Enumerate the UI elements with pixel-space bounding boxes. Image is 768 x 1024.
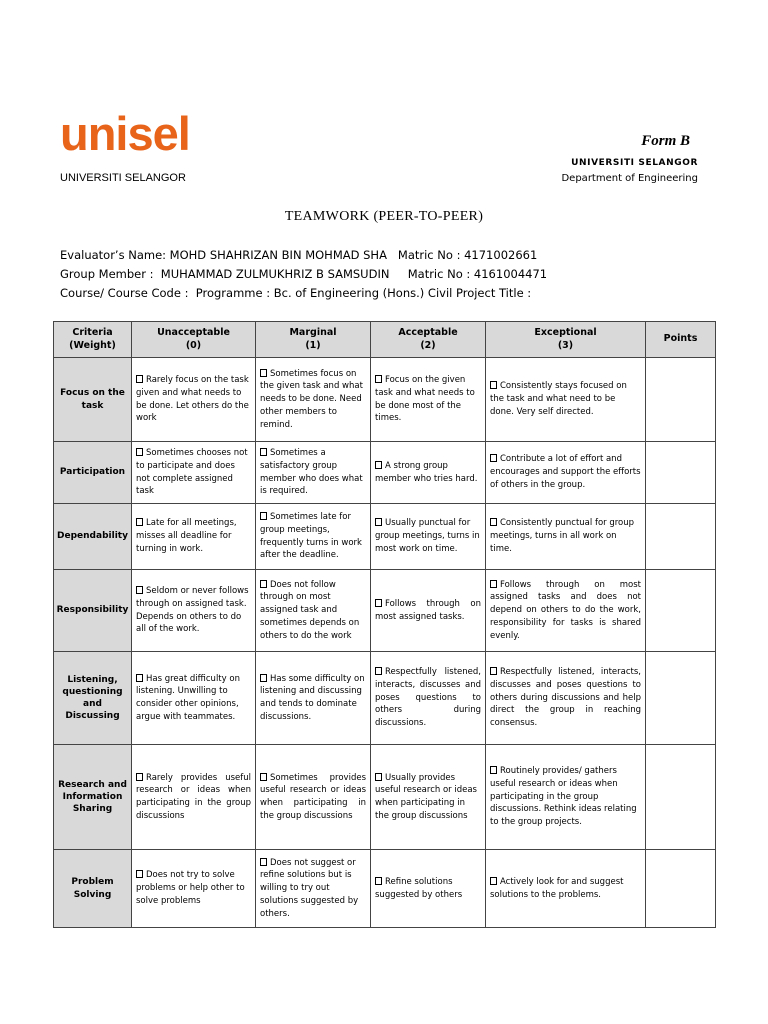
checkbox-icon[interactable]: [260, 858, 267, 866]
header-exceptional: Exceptional (3): [486, 322, 646, 358]
criteria-focus: Focus on the task: [54, 358, 132, 442]
cell-exceptional: Respectfully listened, interacts, discusses and poses questions to others during discussions and help direct the group in reaching consensus.: [486, 652, 646, 745]
table-header-row: [54, 322, 716, 358]
criteria-problem-solving: Problem Solving: [54, 850, 132, 928]
table-row: [54, 504, 716, 570]
table-row: [54, 652, 716, 745]
cell-unacceptable: Does not try to solve problems or help other to solve problems: [132, 850, 256, 928]
checkbox-icon[interactable]: [490, 454, 497, 462]
cell-marginal: Sometimes late for group meetings, frequently turns in work after the deadline.: [256, 504, 371, 570]
cell-exceptional: Actively look for and suggest solutions to the problems.: [486, 850, 646, 928]
cell-marginal: Sometimes focus on the given task and what needs to be done. Need other members to remind.: [256, 358, 371, 442]
checkbox-icon[interactable]: [490, 766, 497, 774]
checkbox-icon[interactable]: [490, 518, 497, 526]
points-cell[interactable]: [646, 745, 716, 850]
cell-exceptional: Consistently punctual for group meetings, turns in all work on time.: [486, 504, 646, 570]
criteria-listening: Listening, questioning and Discussing: [54, 652, 132, 745]
cell-marginal: Does not suggest or refine solutions but is willing to try out solutions suggested by others.: [256, 850, 371, 928]
table-row: [54, 745, 716, 850]
checkbox-icon[interactable]: [375, 375, 382, 383]
cell-marginal: Sometimes provides useful research or ideas when participating in the group discussions: [256, 745, 371, 850]
checkbox-icon[interactable]: [490, 667, 497, 675]
checkbox-icon[interactable]: [260, 369, 267, 377]
header-points: Points: [646, 322, 716, 358]
criteria-dependability: Dependability: [54, 504, 132, 570]
checkbox-icon[interactable]: [260, 674, 267, 682]
criteria-responsibility: Responsibility: [54, 570, 132, 652]
checkbox-icon[interactable]: [375, 461, 382, 469]
cell-marginal: Has some difficulty on listening and discussing and tends to dominate discussions.: [256, 652, 371, 745]
points-cell[interactable]: [646, 504, 716, 570]
table-row: [54, 850, 716, 928]
checkbox-icon[interactable]: [136, 674, 143, 682]
cell-acceptable: Usually punctual for group meetings, turns in most work on time.: [371, 504, 486, 570]
evaluator-line: Evaluator’s Name: MOHD SHAHRIZAN BIN MOHMAD SHA Matric No : 4171002661: [60, 248, 538, 262]
checkbox-icon[interactable]: [375, 773, 382, 781]
table-row: [54, 358, 716, 442]
checkbox-icon[interactable]: [260, 512, 267, 520]
cell-unacceptable: Sometimes chooses not to participate and does not complete assigned task: [132, 442, 256, 504]
header-criteria: Criteria (Weight): [54, 322, 132, 358]
checkbox-icon[interactable]: [260, 580, 267, 588]
points-cell[interactable]: [646, 570, 716, 652]
cell-unacceptable: Seldom or never follows through on assigned task. Depends on others to do all of the work.: [132, 570, 256, 652]
cell-marginal: Does not follow through on most assigned task and sometimes depends on others to do the work: [256, 570, 371, 652]
cell-acceptable: Follows through on most assigned tasks.: [371, 570, 486, 652]
unisel-logo: unisel: [60, 107, 190, 160]
checkbox-icon[interactable]: [136, 586, 143, 594]
cell-unacceptable: Rarely provides useful research or ideas when participating in the group discussions: [132, 745, 256, 850]
cell-marginal: Sometimes a satisfactory group member who does what is required.: [256, 442, 371, 504]
cell-exceptional: Contribute a lot of effort and encourages and support the efforts of others in the group.: [486, 442, 646, 504]
cell-acceptable: Focus on the given task and what needs to be done most of the times.: [371, 358, 486, 442]
checkbox-icon[interactable]: [136, 448, 143, 456]
course-line: Course/ Course Code : Programme : Bc. of Engineering (Hons.) Civil Project Title :: [60, 286, 532, 300]
checkbox-icon[interactable]: [136, 870, 143, 878]
cell-exceptional: Routinely provides/ gathers useful research or ideas when participating in the group discussions. Rethink ideas relating to the group projects.: [486, 745, 646, 850]
cell-acceptable: Respectfully listened, interacts, discusses and poses questions to others during discussions.: [371, 652, 486, 745]
cell-unacceptable: Late for all meetings, misses all deadline for turning in work.: [132, 504, 256, 570]
cell-acceptable: Refine solutions suggested by others: [371, 850, 486, 928]
cell-unacceptable: Has great difficulty on listening. Unwilling to consider other opinions, argue with teammates.: [132, 652, 256, 745]
checkbox-icon[interactable]: [136, 375, 143, 383]
header-marginal: Marginal (1): [256, 322, 371, 358]
cell-exceptional: Consistently stays focused on the task and what need to be done. Very self directed.: [486, 358, 646, 442]
document-title: TEAMWORK (PEER-TO-PEER): [284, 209, 484, 224]
cell-unacceptable: Rarely focus on the task given and what needs to be done. Let others do the work: [132, 358, 256, 442]
table-row: [54, 442, 716, 504]
checkbox-icon[interactable]: [136, 518, 143, 526]
points-cell[interactable]: [646, 850, 716, 928]
checkbox-icon[interactable]: [375, 667, 382, 675]
points-cell[interactable]: [646, 652, 716, 745]
header-acceptable: Acceptable (2): [371, 322, 486, 358]
header-unacceptable: Unacceptable (0): [132, 322, 256, 358]
checkbox-icon[interactable]: [260, 448, 267, 456]
department-name: Department of Engineering: [561, 173, 698, 184]
cell-acceptable: A strong group member who tries hard.: [371, 442, 486, 504]
university-name-left: UNIVERSITI SELANGOR: [60, 172, 186, 184]
checkbox-icon[interactable]: [375, 877, 382, 885]
table-row: [54, 570, 716, 652]
points-cell[interactable]: [646, 442, 716, 504]
cell-exceptional: Follows through on most assigned tasks and does not depend on others to do the work, responsibility for tasks is shared evenly.: [486, 570, 646, 652]
university-name-right: UNIVERSITI SELANGOR: [571, 158, 698, 168]
checkbox-icon[interactable]: [136, 773, 143, 781]
checkbox-icon[interactable]: [375, 599, 382, 607]
checkbox-icon[interactable]: [490, 877, 497, 885]
criteria-research: Research and Information Sharing: [54, 745, 132, 850]
form-label: Form B: [641, 133, 690, 149]
checkbox-icon[interactable]: [490, 381, 497, 389]
group-member-line: Group Member : MUHAMMAD ZULMUKHRIZ B SAMSUDIN Matric No : 4161004471: [60, 267, 548, 281]
criteria-participation: Participation: [54, 442, 132, 504]
points-cell[interactable]: [646, 358, 716, 442]
cell-acceptable: Usually provides useful research or ideas when participating in the group discussions: [371, 745, 486, 850]
checkbox-icon[interactable]: [490, 580, 497, 588]
checkbox-icon[interactable]: [260, 773, 267, 781]
checkbox-icon[interactable]: [375, 518, 382, 526]
rubric-table: [53, 321, 716, 928]
